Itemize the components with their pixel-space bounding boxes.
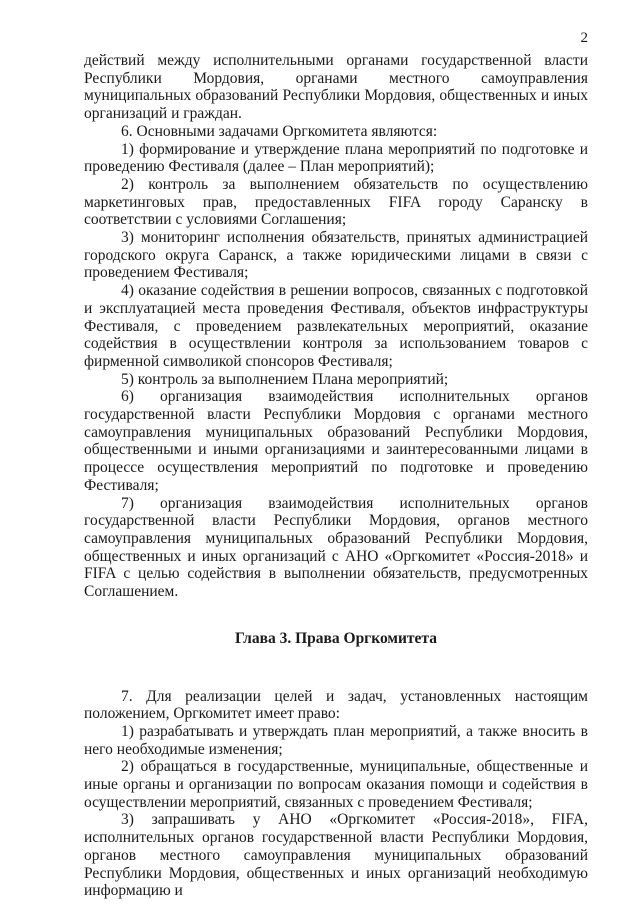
paragraph: 5) контроль за выполнением Плана мероприятий;	[121, 370, 449, 388]
paragraph: 1) разрабатывать и утверждать план мероприятий, а также вносить в него необходимые изменения;	[84, 722, 588, 758]
paragraphs-before-heading	[84, 52, 588, 601]
paragraph: 2) обращаться в государственные, муниципальные, общественные и иные органы и организации по вопросам оказания помощи и содействия в осуществлении мероприятий, связанных с проведением Фестиваля;	[84, 758, 588, 811]
paragraph: 3) запрашивать у АНО «Оргкомитет «Россия-2018», FIFA, исполнительных органов государственной власти Республики Мордовия, органов местного самоуправления муниципальных образований Республики Мордовия, общественных и иных организаций необходимую информацию и	[84, 811, 588, 900]
paragraph: 2) контроль за выполнением обязательств по осуществлению маркетинговых прав, предоставленных FIFA городу Саранску в соответствии с условиями Соглашения;	[84, 175, 588, 229]
paragraph: действий между исполнительными органами государственной власти Республики Мордовия, органами местного самоуправления муниципальных образований Республики Мордовия, общественных и иных организаций и граждан.	[84, 52, 588, 123]
paragraphs-after-heading	[84, 688, 588, 900]
paragraph: 4) оказание содействия в решении вопросов, связанных с подготовкой и эксплуатацией места проведения Фестиваля, объектов инфраструктуры Фестиваля, с проведением развлекательных мероприятий, оказание содействия в осуществлении контроля за использованием товаров с фирменной символикой спонсоров Фестиваля;	[84, 282, 588, 370]
chapter-heading: Глава 3. Права Оргкомитета	[235, 629, 437, 647]
paragraph: 3) мониторинг исполнения обязательств, принятых администрацией городского округа Саранск, а также юридическими лицами в связи с проведением Фестиваля;	[84, 229, 588, 282]
paragraph: 6) организация взаимодействия исполнительных органов государственной власти Республики Мордовия с органами местного самоуправления муниципальных образований Республики Мордовия, общественными и иными организациями и заинтересованными лицами в процессе осуществления мероприятий по подготовке и проведению Фестиваля;	[84, 388, 588, 494]
paragraph: 1) формирование и утверждение плана мероприятий по подготовке и проведению Фестиваля (далее – План мероприятий);	[84, 140, 588, 176]
paragraph: 7. Для реализации целей и задач, установленных настоящим положением, Оргкомитет имеет право:	[84, 687, 588, 723]
paragraph: 6. Основными задачами Оргкомитета являются:	[121, 122, 438, 140]
page-number: 2	[580, 30, 588, 46]
document-body	[84, 52, 588, 900]
paragraph: 7) организация взаимодействия исполнительных органов государственной власти Республики Мордовия, органов местного самоуправления муниципальных образований Республики Мордовия, общественных и иных организаций с АНО «Оргкомитет «Россия-2018» и FIFA с целью содействия в выполнении обязательств, предусмотренных Соглашением.	[84, 494, 588, 601]
